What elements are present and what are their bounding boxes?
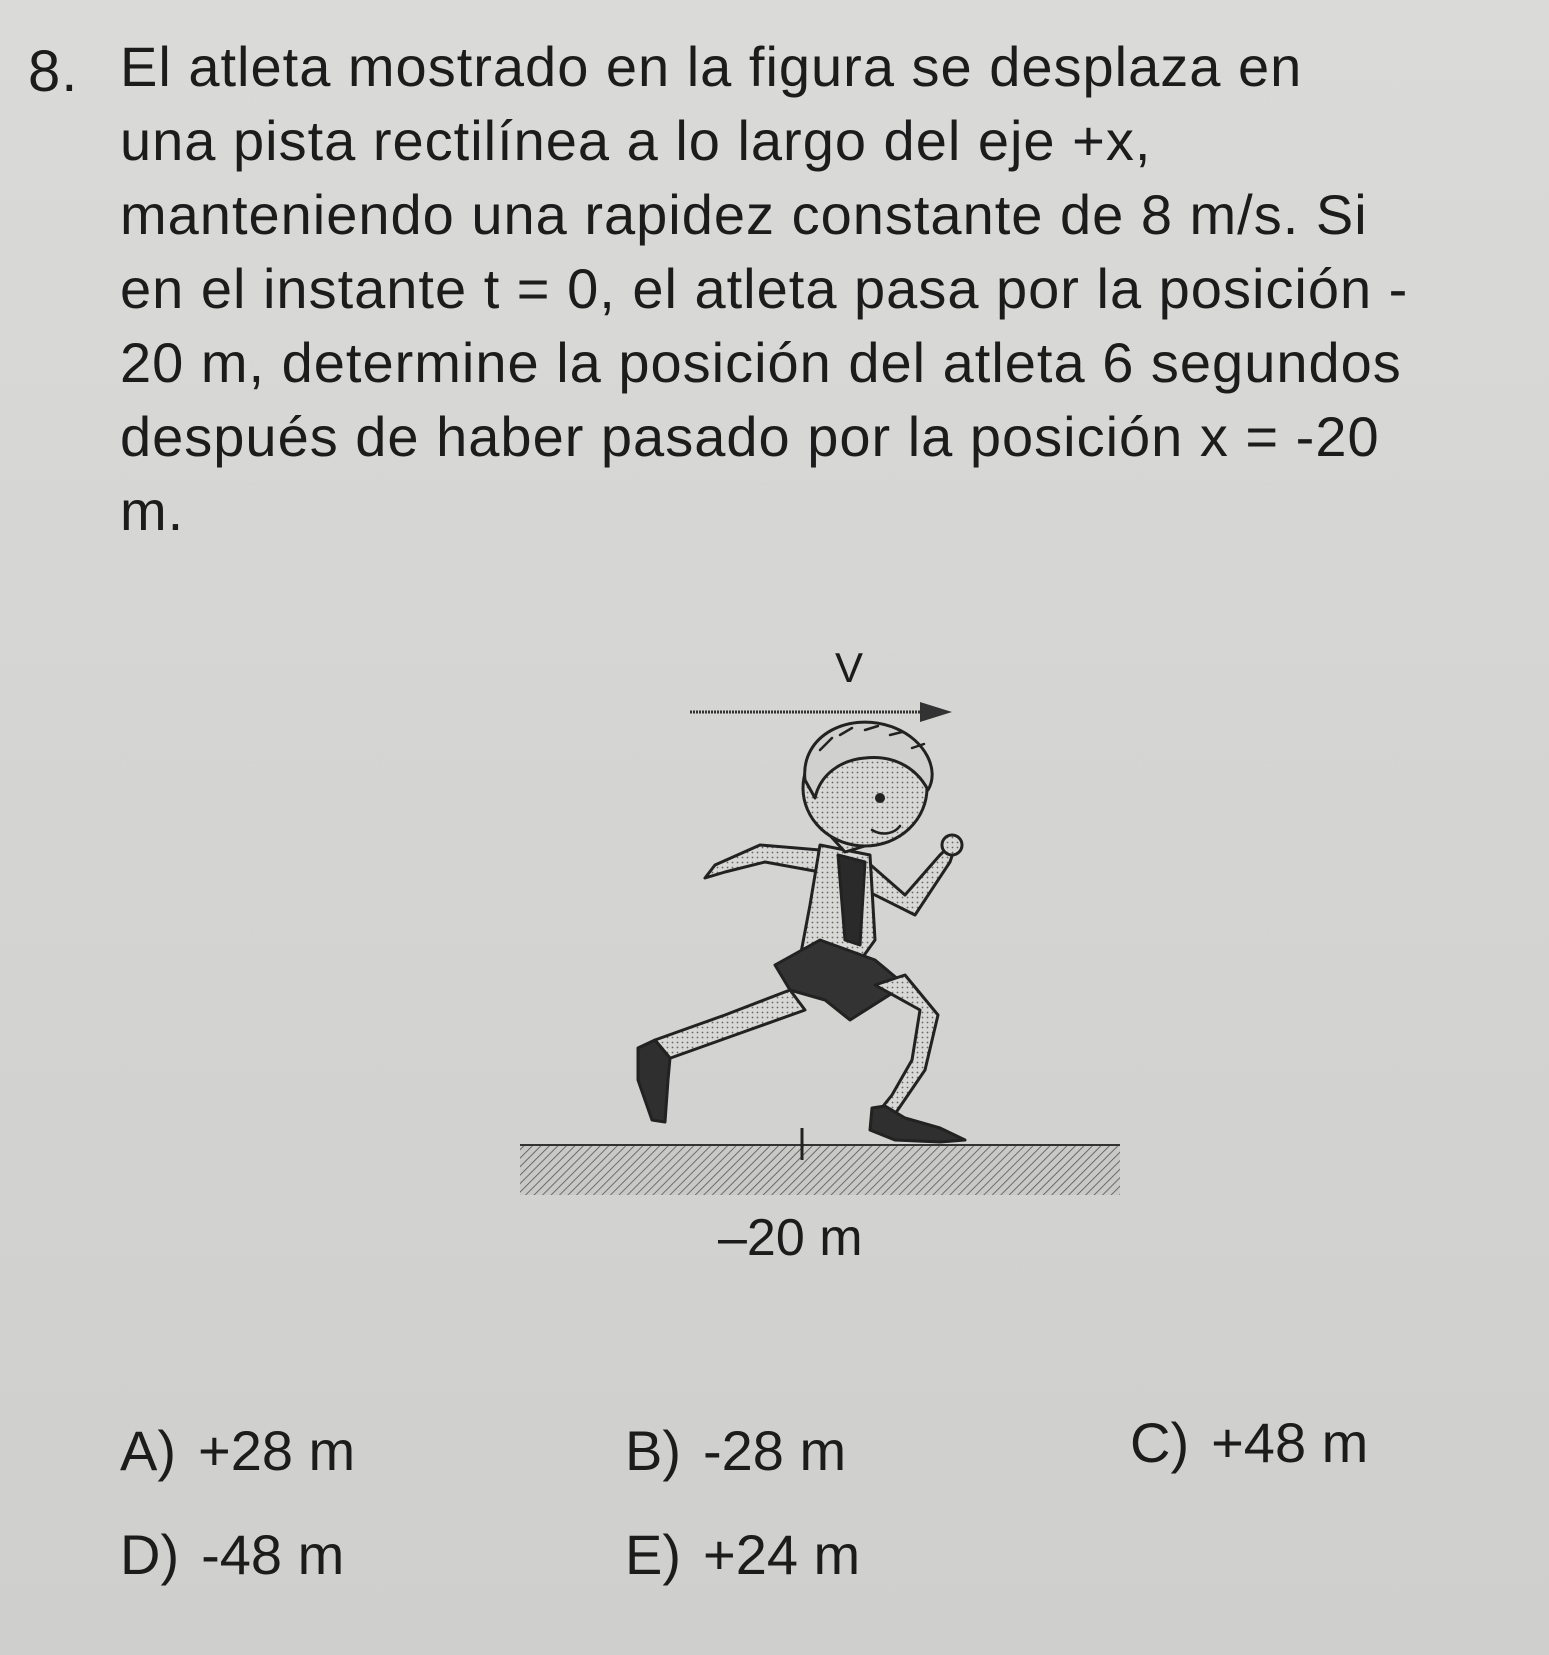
option-letter: B) [625,1419,681,1482]
option-letter: A) [120,1419,176,1482]
option-letter: E) [625,1523,681,1586]
question-line: en el instante t = 0, el atleta pasa por la posición - [120,257,1409,320]
question-text [120,30,1530,548]
option-c[interactable] [1130,1410,1368,1475]
question-line: una pista rectilínea a lo largo del eje +x, [120,109,1152,172]
option-d[interactable] [120,1522,344,1587]
option-value: -48 m [201,1523,345,1586]
option-value: +28 m [198,1419,356,1482]
option-value: +48 m [1211,1411,1369,1474]
question-line: El atleta mostrado en la figura se desplaza en [120,35,1303,98]
question-line: 20 m, determine la posición del atleta 6 segundos [120,331,1402,394]
velocity-label: V [835,644,864,691]
position-label: –20 m [718,1209,863,1267]
option-letter: D) [120,1523,180,1586]
velocity-arrow [690,702,952,722]
question-line: manteniendo una rapidez constante de 8 m/s. Si [120,183,1368,246]
option-value: -28 m [703,1419,847,1482]
option-b[interactable] [625,1418,846,1483]
option-letter: C) [1130,1411,1190,1474]
option-value: +24 m [703,1523,861,1586]
question-line: después de haber pasado por la posición x = -20 [120,405,1380,468]
athlete-illustration [638,722,965,1142]
athlete-figure [520,640,1200,1340]
option-e[interactable] [625,1522,860,1587]
question-line: m. [120,479,185,542]
question-number: 8. [28,39,79,104]
option-a[interactable] [120,1418,355,1483]
track-ground [520,1145,1120,1195]
